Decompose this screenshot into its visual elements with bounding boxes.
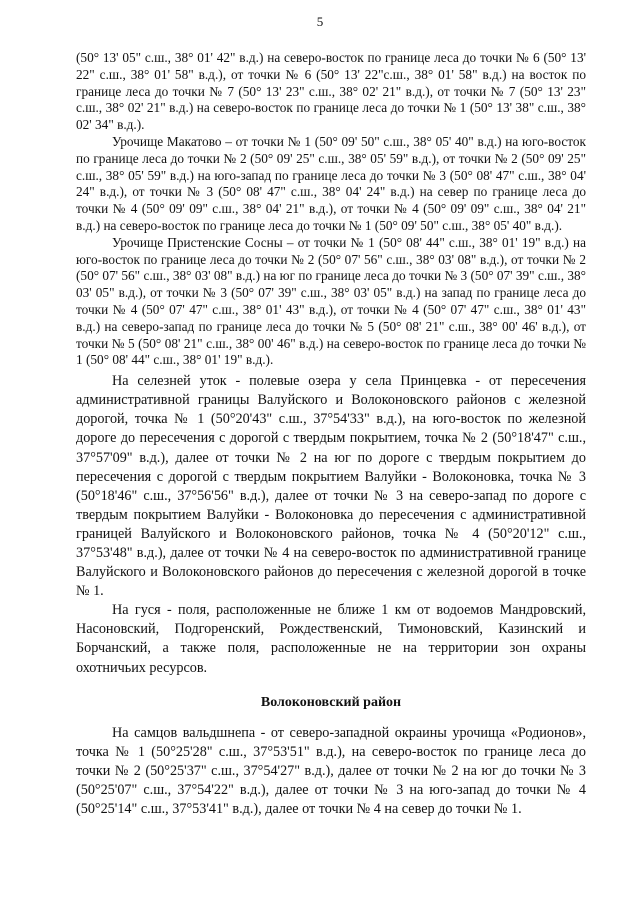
page-number: 5 [316, 14, 324, 29]
boundary-descriptions [76, 50, 586, 369]
paragraph-continuation: (50° 13' 05" с.ш., 38° 01' 42" в.д.) на северо-восток по границе леса до точки № 6 (50° 13' 22" с.ш., 38° 01' 58" в.д.), от точки № 6 (50° 13' 22"с.ш., 38° 01' 58" в.д.) на восток по границе леса до точки № 7 (50° 13' 23" с.ш., 38° 02' 21" в.д.), от точки № 7 (50° 13' 23" с.ш., 38° 02' 21" в.д.) на северо-восток по границе леса до точки № 1 (50° 13' 38" с.ш., 38° 02' 34" в.д.). [76, 50, 586, 133]
paragraph-ducks: На селезней уток - полевые озера у села Принцевка - от пересечения административной границы Валуйского и Волоконовского районов с железной дорогой, точка № 1 (50°20'43" с.ш., 37°54'33" в.д.), на юго-восток по железной дороге до пересечения с дорогой с твердым покрытием, точка № 2 (50°18'47" с.ш., 37°57'09" в.д.), далее от точки № 2 на юг по дороге с твердым покрытием до пересечения с дорогой с твердым покрытием Валуйки - Волоконовка, точка № 3 (50°18'46" с.ш., 37°56'56" в.д.), далее от точки № 3 на северо-запад по дороге с твердым покрытием Валуйки - Волоконовка до пересечения с административной границей Валуйского и Волоконовского районов, точка № 4 (50°20'12" с.ш., 37°53'48" в.д.), далее от точки № 4 на северо-восток по административной границе Валуйского и Волоконовского районов до пересечения с железной дорогой в точке № 1. [76, 373, 586, 600]
section-content [76, 724, 586, 819]
paragraph-pristenskie-sosny: Урочище Пристенские Сосны – от точки № 1 (50° 08' 44" с.ш., 38° 01' 19" в.д.) на юго-восток по границе леса до точки № 2 (50° 07' 56" с.ш., 38° 03' 08" в.д.), от точки № 2 (50° 07' 56" с.ш., 38° 03' 08" в.д.) на юг по границе леса до точки № 3 (50° 07' 39" с.ш., 38° 03' 05" в.д.), от точки № 3 (50° 07' 39" с.ш., 38° 03' 05" в.д.) на запад по границе леса до точки № 4 (50° 07' 47" с.ш., 38° 01' 43" в.д.), от точки № 4 (50° 07' 47" с.ш., 38° 01' 43" в.д.) на северо-запад по границе леса до точки № 5 (50° 08' 21" с.ш., 38° 00' 46' в.д.), от точки № 5 (50° 08' 21" с.ш., 38° 00' 46" в.д.) на северо-восток по границе леса до точки № 1 (50° 08' 44" с.ш., 38° 01' 19" в.д.). [76, 234, 586, 368]
document-body [76, 50, 586, 819]
paragraph-makatovo: Урочище Макатово – от точки № 1 (50° 09' 50" с.ш., 38° 05' 40" в.д.) на юго-восток по границе леса до точки № 2 (50° 09' 25" с.ш., 38° 05' 59" в.д.), от точки № 2 (50° 09' 25" с.ш., 38° 05' 59" в.д.) на юго-запад по границе леса до точки № 3 (50° 08' 47" с.ш., 38° 04' 24" в.д.), от точки № 3 (50° 08' 47" с.ш., 38° 04' 24" в.д.) на север по границе леса до точки № 4 (50° 09' 09" с.ш., 38° 04' 21" в.д.), от точки № 4 (50° 09' 09" с.ш., 38° 04' 21" в.д.) на северо-восток по границе леса до точки № 1 (50° 09' 50" с.ш., 38° 05' 40" в.д.). [76, 133, 586, 233]
paragraph-geese: На гуся - поля, расположенные не ближе 1 км от водоемов Мандровский, Насоновский, Подгоренский, Рождественский, Тимоновский, Казинский и Борчанский, а также поля, расположенные не на территории зон охраны охотничьих ресурсов. [76, 602, 586, 676]
hunting-areas [76, 372, 586, 678]
section-heading: Волоконовский район [260, 694, 402, 710]
paragraph-woodcock: На самцов вальдшнепа - от северо-западной окраины урочища «Родионов», точка № 1 (50°25'28" с.ш., 37°53'51" в.д.), на северо-восток по границе леса до точки № 2 (50°25'37" с.ш., 37°54'27" в.д.), далее от точки № 2 на юг до точки № 3 (50°25'07" с.ш., 37°54'22" в.д.), далее от точки № 3 на юго-запад до точки № 4 (50°25'14" с.ш., 37°53'41" в.д.), далее от точки № 4 на север до точки № 1. [76, 724, 586, 818]
